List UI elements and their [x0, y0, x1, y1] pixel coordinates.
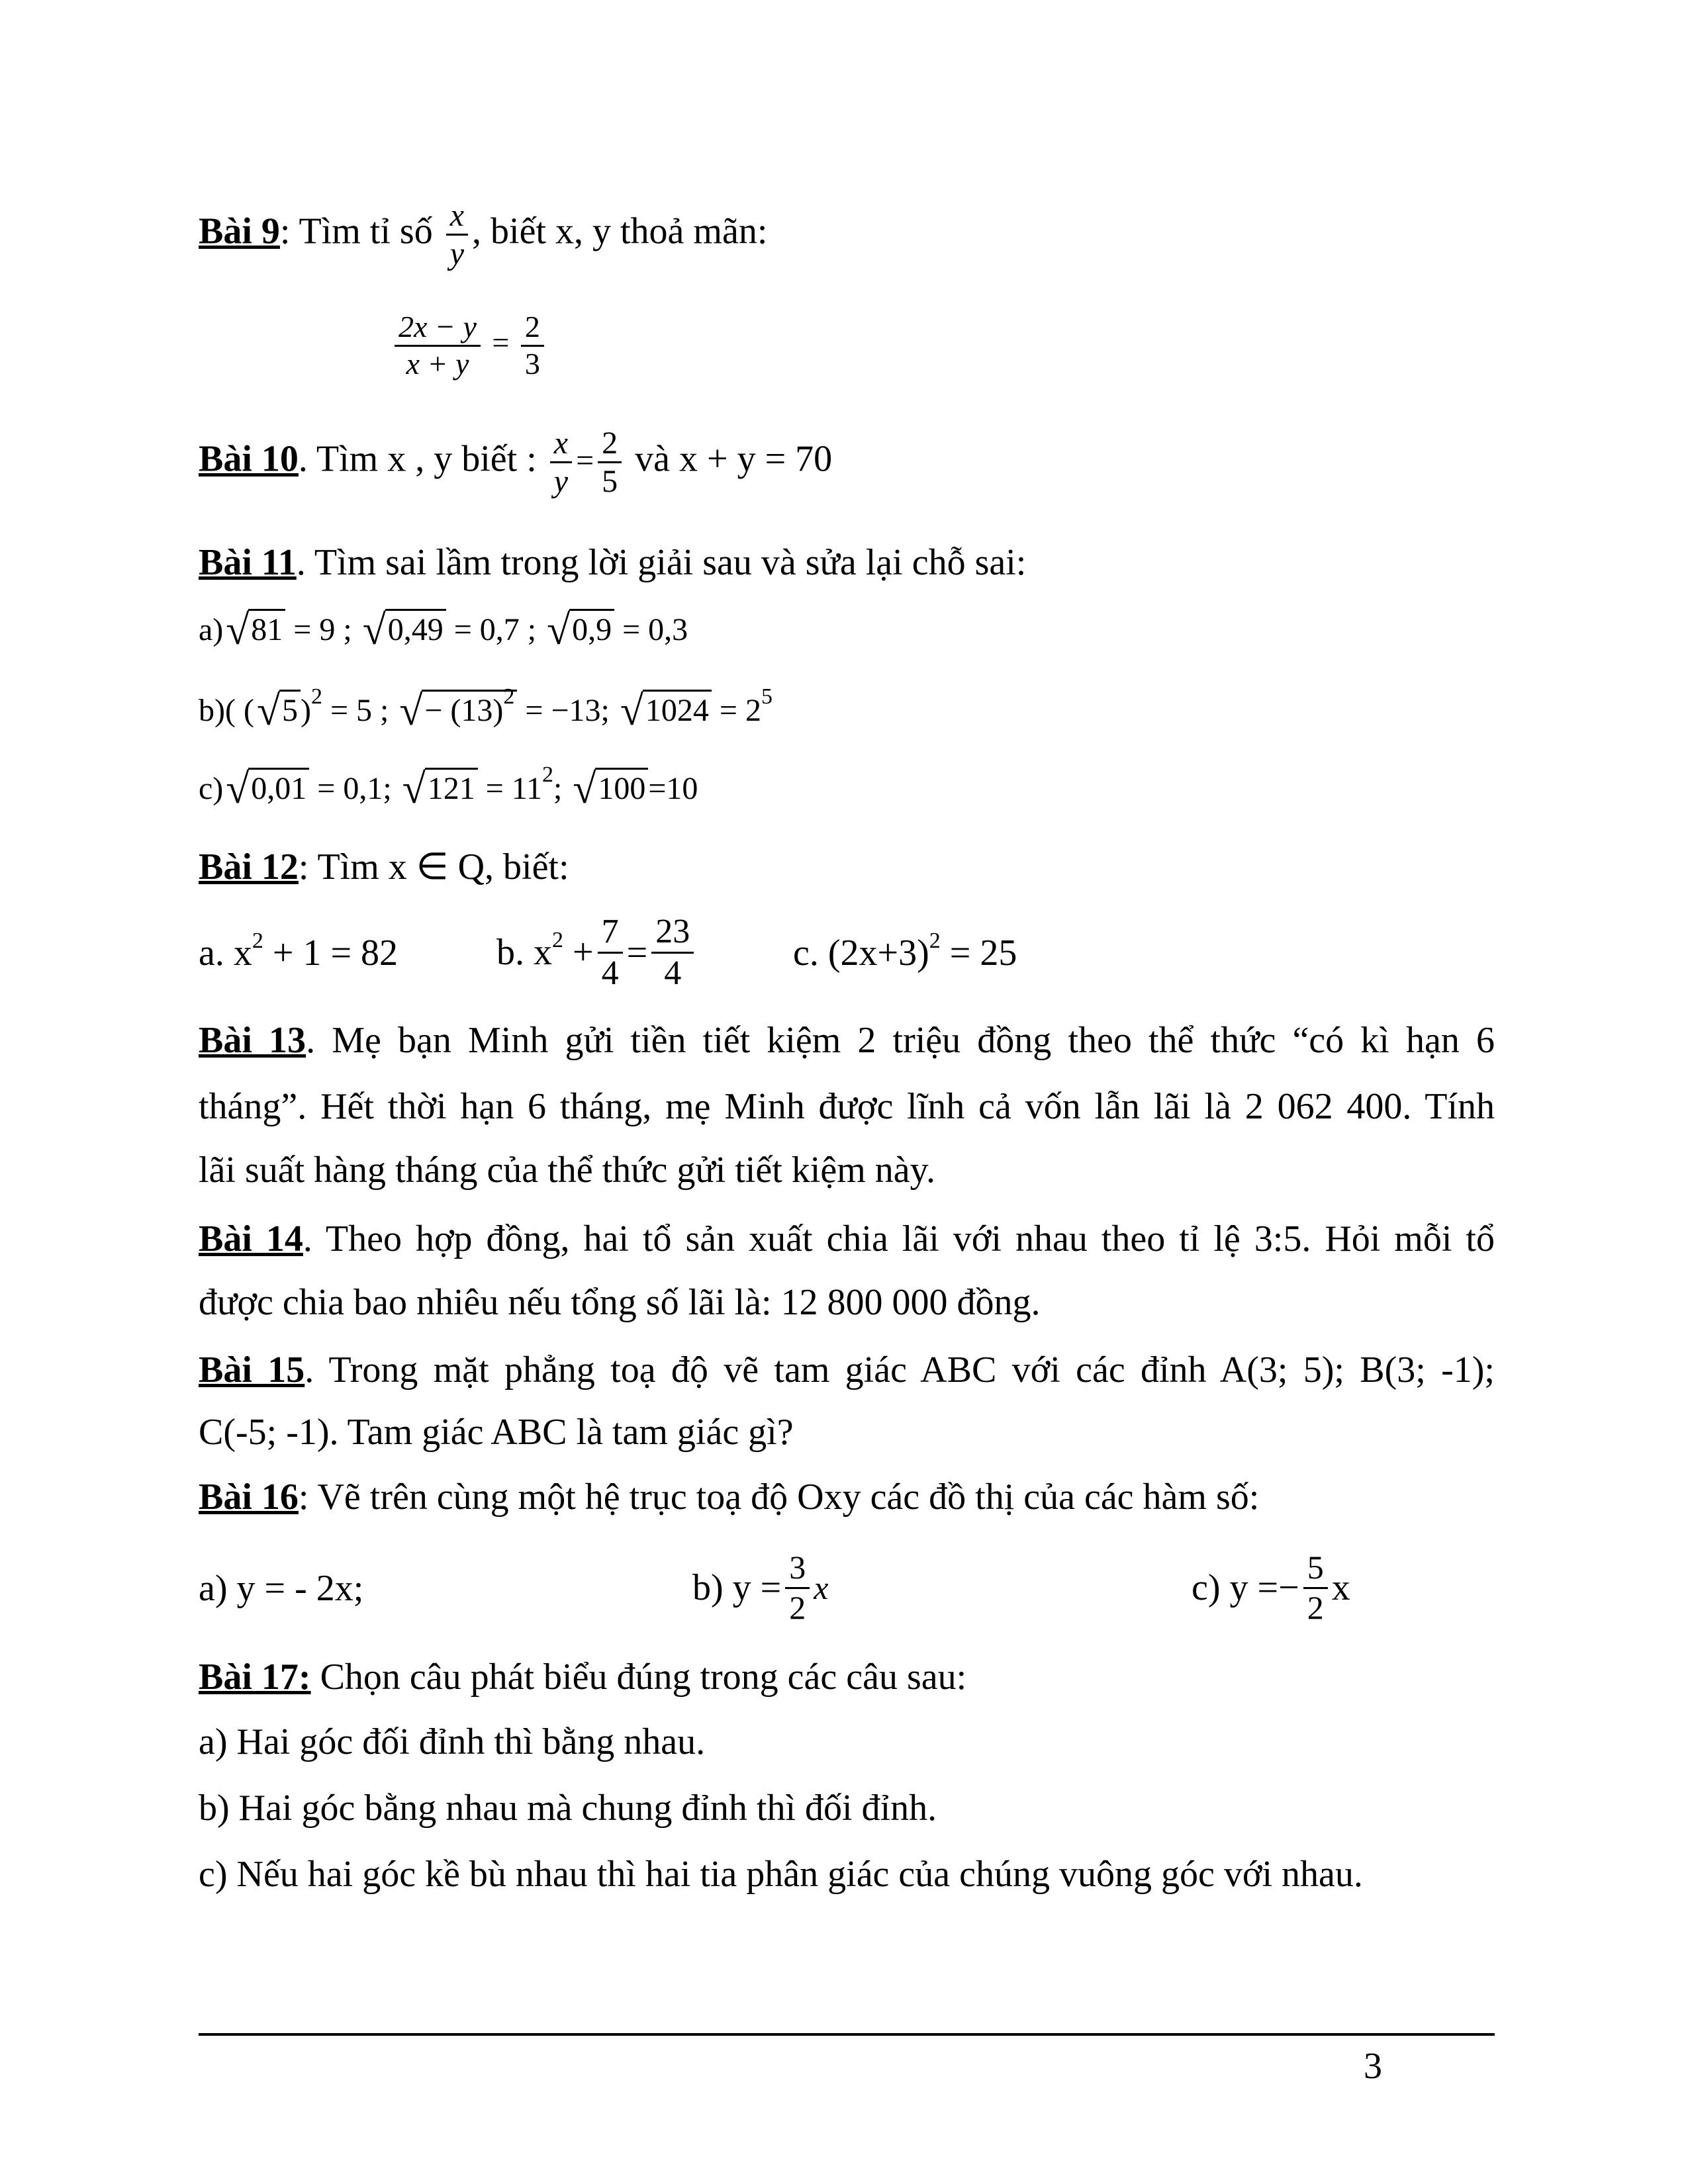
bai14-text-1: . Theo hợp đồng, hai tổ sản xuất chia lãi với nhau theo tỉ lệ 3:5. Hỏi mỗi tổ [303, 1218, 1495, 1259]
bai14-line2: được chia bao nhiêu nếu tổng số lãi là: 12 800 000 đồng. [199, 1282, 1041, 1323]
bai17-text: Chọn câu phát biểu đúng trong các câu sau: [320, 1657, 967, 1698]
bai11-c1-result: = 0,1; [317, 771, 392, 806]
bai12-a: a. $x^2 + 1 = 82$ [199, 929, 399, 974]
bai9-equation [391, 310, 548, 382]
bai10-fraction-xy: $\frac{x}{y}$ [550, 425, 572, 500]
bai13-text-1: . Mẹ bạn Minh gửi tiền tiết kiệm 2 triệu đồng theo thể thức “có kì hạn 6 [306, 1020, 1495, 1061]
bai11-a [199, 606, 688, 653]
bai17-title: Bài 17: [199, 1657, 311, 1698]
bai9-heading [199, 197, 767, 272]
paren-close: ) [300, 693, 311, 728]
bai16-heading [199, 1479, 1259, 1516]
bai14-title: Bài 14 [199, 1218, 303, 1259]
bai14-line1 [199, 1218, 1495, 1260]
bai11-c3-result: =10 [648, 771, 698, 806]
exp: 5 [761, 684, 773, 709]
bai11-c [199, 762, 698, 812]
bai15-line1 [199, 1349, 1495, 1391]
bai11-b2-result: = −13; [525, 693, 610, 728]
sqrt-0-49: √ 0,49 [363, 614, 446, 646]
sqrt-5: √ 5 [257, 695, 301, 727]
bai11-b-label: b)( [199, 693, 236, 728]
bai11-a3-result: = 0,3 [622, 612, 688, 647]
bai13-line1 [199, 1019, 1495, 1062]
bai17-heading [199, 1659, 966, 1696]
semicolon: ; [553, 771, 563, 806]
bai11-c2-result: = 11 [485, 771, 542, 806]
bai13-line2: tháng”. Hết thời hạn 6 tháng, mẹ Minh được lĩnh cả vốn lẫn lãi là 2 062 400. Tính [199, 1086, 1495, 1127]
sqrt-100: √ 100 [573, 773, 648, 805]
bai15-title: Bài 15 [199, 1349, 305, 1390]
bai16-b: b) y = $\frac{3}{2}$ x [692, 1549, 829, 1626]
bai11-a-label: a) [199, 612, 224, 647]
bai10-eq: = [576, 443, 594, 478]
page-number: 3 [1364, 2046, 1382, 2087]
bai12-c: c. $(2x+3)^2 = 25$ [793, 929, 1017, 974]
sqrt-0-01: √ 0,01 [226, 773, 309, 805]
footer-rule [199, 2033, 1495, 2036]
bai17-b: b) Hai góc bằng nhau mà chung đỉnh thì đối đỉnh. [199, 1788, 937, 1829]
bai10-line [199, 425, 832, 500]
bai10-pre: . Tìm x , y biết : [298, 438, 537, 480]
bai12-text: : Tìm x ∈ Q, biết: [298, 846, 569, 887]
bai11-heading [199, 544, 1026, 581]
bai15-text-1: . Trong mặt phẳng toạ độ vẽ tam giác ABC với các đỉnh A(3; 5); B(3; -1); [305, 1349, 1495, 1390]
sqrt-121: √ 121 [402, 773, 478, 805]
bai16-title: Bài 16 [199, 1477, 299, 1518]
bai12-title: Bài 12 [199, 846, 299, 887]
bai9-eq-right-fraction: $\frac{2}{3}$ [521, 310, 544, 382]
bai13-line3: lãi suất hàng tháng của thể thức gửi tiết kiệm này. [199, 1150, 935, 1191]
bai9-ratio-fraction: $\frac{x}{y}$ [446, 197, 468, 272]
bai11-b [199, 684, 773, 734]
bai13-title: Bài 13 [199, 1020, 306, 1061]
bai11-a2-result: = 0,7 ; [453, 612, 537, 647]
bai11-text: . Tìm sai lầm trong lời giải sau và sửa lại chỗ sai: [296, 542, 1027, 583]
bai12-heading [199, 848, 569, 886]
sqrt-1024: √ 1024 [620, 695, 712, 727]
bai9-eq-sign: = [492, 325, 510, 359]
bai15-line2: C(-5; -1). Tam giác ABC là tam giác gì? [199, 1412, 794, 1453]
bai9-post: , biết x, y thoả mãn: [472, 210, 768, 252]
bai12-b: b. $x^2$ + $\frac{7}{4}$ = $\frac{23}{4}$ [496, 912, 698, 993]
sqrt-neg-13-squared: √ − $(13)^2$ [399, 695, 517, 727]
bai9-pre: : Tìm tỉ số [279, 210, 433, 252]
bai17-a: a) Hai góc đối đỉnh thì bằng nhau. [199, 1721, 706, 1762]
bai11-b3-result: = 2 [719, 693, 761, 728]
bai16-c: c) y =− $\frac{5}{2}$ x [1192, 1549, 1350, 1626]
sqrt-0-9: √ 0,9 [547, 614, 614, 646]
bai11-c-label: c) [199, 771, 224, 806]
bai11-a1-result: = 9 ; [293, 612, 352, 647]
bai10-title: Bài 10 [199, 438, 299, 480]
bai9-eq-left-fraction: $\frac{2x - y}{x + y}$ [395, 310, 481, 382]
exp: 2 [542, 762, 553, 787]
exp: 2 [310, 684, 322, 709]
bai16-text: : Vẽ trên cùng một hệ trục toạ độ Oxy các đồ thị của các hàm số: [298, 1477, 1260, 1518]
bai9-title: Bài 9 [199, 210, 280, 252]
bai17-c: c) Nếu hai góc kề bù nhau thì hai tia phân giác của chúng vuông góc với nhau. [199, 1854, 1363, 1895]
bai10-post: và x + y = 70 [635, 438, 833, 480]
paren-open: ( [243, 693, 254, 728]
bai16-a: a) y = - 2x; [199, 1568, 364, 1609]
bai10-fraction-25: $\frac{2}{5}$ [598, 425, 622, 500]
bai11-b1-result: = 5 ; [330, 693, 389, 728]
bai11-title: Bài 11 [199, 542, 297, 583]
sqrt-81: √ 81 [226, 614, 285, 646]
